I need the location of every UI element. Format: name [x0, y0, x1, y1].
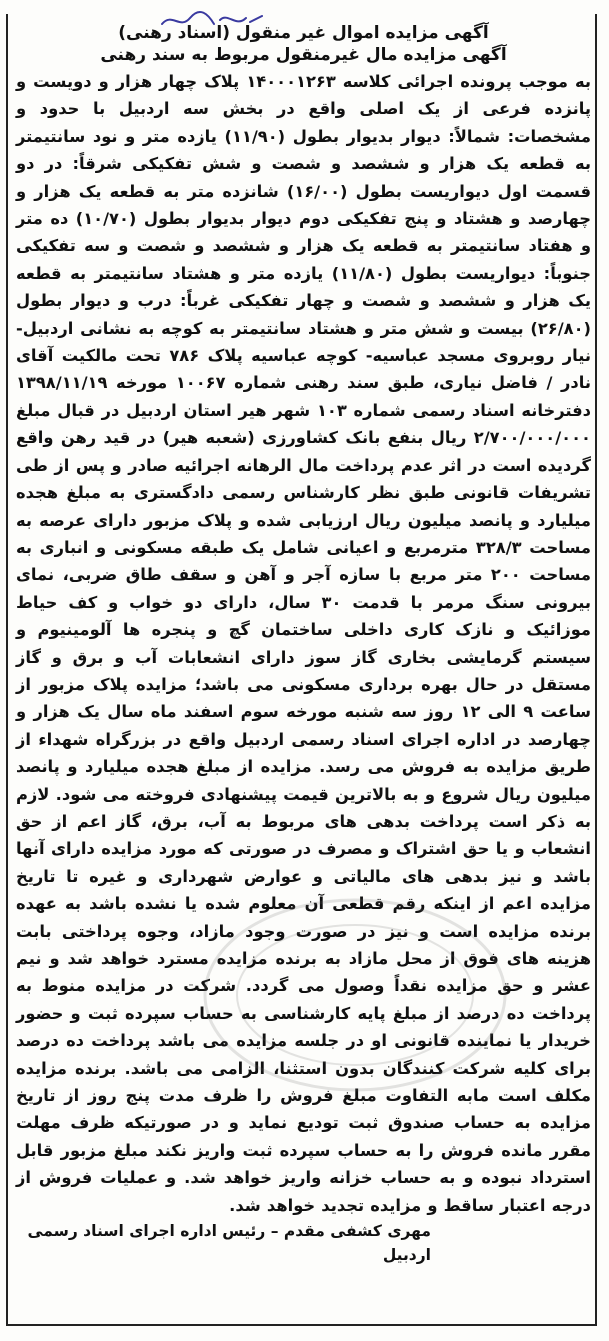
notice-body: به موجب پرونده اجرائی کلاسه ۱۴۰۰۰۱۲۶۳ پلاک چهار هزار و دویست و پانزده فرعی از یک اصلی واقع در بخش سه اردبیل با حدود و مشخصات: شمالاً: دیوار بدیوار بطول (۱۱/۹۰) یازده متر و نود سانتیمتر به قطعه یک هزار و ششصد و شصت و شش تفکیکی شرقاً: در دو قسمت اول دیواریست بطول (۱۶/۰۰) شانزده متر به قطعه یک هزار و چهارصد و هشتاد و پنج تفکیکی دوم دیوار بدیوار بطول (۱۰/۷۰) ده متر و هفتاد سانتیمتر به قطعه یک هزار و ششصد و شصت و سه تفکیکی جنوباً: دیواریست بطول (۱۱/۸۰) یازده متر و هشتاد سانتیمتر به قطعه یک هزار و ششصد و شصت و چهار تفکیکی غرباً: درب و دیوار بطول (۲۶/۸۰) بیست و شش متر و هشتاد سانتیمتر به کوچه به نشانی اردبیل- نیار روبروی مسجد عباسیه- کوچه عباسیه پلاک ۷۸۶ تحت مالکیت آقای نادر / فاضل نیاری، طبق سند رهنی شماره ۱۰۰۶۷ مورخه ۱۳۹۸/۱۱/۱۹ دفترخانه اسناد رسمی شماره ۱۰۳ شهر هیر استان اردبیل در قبال مبلغ ۲/۷۰۰/۰۰۰/۰۰۰ ریال بنفع بانک کشاورزی (شعبه هیر) در قید رهن واقع گردیده است در اثر عدم پرداخت مال الرهانه اجرائیه صادر و پس از طی تشریفات قانونی طبق نظر کارشناس رسمی دادگستری به مبلغ هجده میلیارد و پانصد میلیون ریال ارزیابی شده و پلاک مزبور دارای عرصه به مساحت ۳۲۸/۳ مترمربع و اعیانی شامل یک طبقه مسکونی و انباری به مساحت ۲۰۰ متر مربع با سازه آجر و آهن و سقف طاق ضربی، نمای بیرونی سنگ مرمر با قدمت ۳۰ سال، دارای دو خواب و کف حیاط موزائیک و نازک کاری داخلی ساختمان گچ و پنجره ها آلومینیوم و سیستم گرمایشی بخاری گاز سوز دارای انشعابات آب و برق و گاز مستقل در حال بهره برداری مسکونی می باشد؛ مزایده پلاک مزبور از ساعت ۹ الی ۱۲ روز سه شنبه مورخه سوم اسفند ماه سال یک هزار و چهارصد در اداره اجرای اسناد رسمی اردبیل واقع در بزرگراه شهداء از طریق مزایده به فروش می رسد. مزایده از مبلغ هجده میلیارد و پانصد میلیون ریال شروع و به بالاترین قیمت پیشنهادی فروخته می شود. لازم به ذکر است پرداخت بدهی های مربوط به آب، برق، گاز اعم از حق انشعاب و یا حق اشتراک و مصرف در صورتی که مورد مزایده دارای آنها باشد و نیز بدهی های مالیاتی و عوارض شهرداری و غیره تا تاریخ مزایده اعم از اینکه رقم قطعی آن معلوم شده یا نشده باشد به عهده برنده مزایده است و نیز در صورت وجود مازاد، وجوه پرداختی بابت هزینه های فوق از محل مازاد به برنده مزایده مسترد خواهد شد و نیم عشر و حق مزایده نقداً وصول می گردد. شرکت در مزایده منوط به پرداخت ده درصد از مبلغ پایه کارشناسی به حساب سپرده ثبت و حضور خریدار یا نماینده قانونی او در جلسه مزایده می باشد پرداخت ده درصد برای کلیه شرکت کنندگان بدون استثنا، الزامی می باشد. برنده مزایده مکلف است مابه التفاوت مبلغ فروش را ظرف مدت پنج روز از تاریخ مزایده به حساب صندوق ثبت توديع نماید و در صورتیکه ظرف مهلت مقرر مانده فروش را به حساب سپرده ثبت واریز نکند مبلغ مزبور قابل استرداد نبوده و به حساب خزانه واریز خواهد شد. و عملیات فروش از درجه اعتبار ساقط و مزایده تجدید خواهد شد.: [16, 72, 592, 1215]
notice-signature: مهری کشفی مقدم – رئیس اداره اجرای اسناد رسمی اردبیل: [27, 1222, 431, 1265]
notice-title: آگهی مزایده اموال غیر منقول (اسناد رهنی): [118, 23, 489, 43]
notice-subtitle: آگهی مزایده مال غیرمنقول مربوط به سند رهنی: [100, 45, 507, 65]
notice-content: [16, 22, 591, 1267]
